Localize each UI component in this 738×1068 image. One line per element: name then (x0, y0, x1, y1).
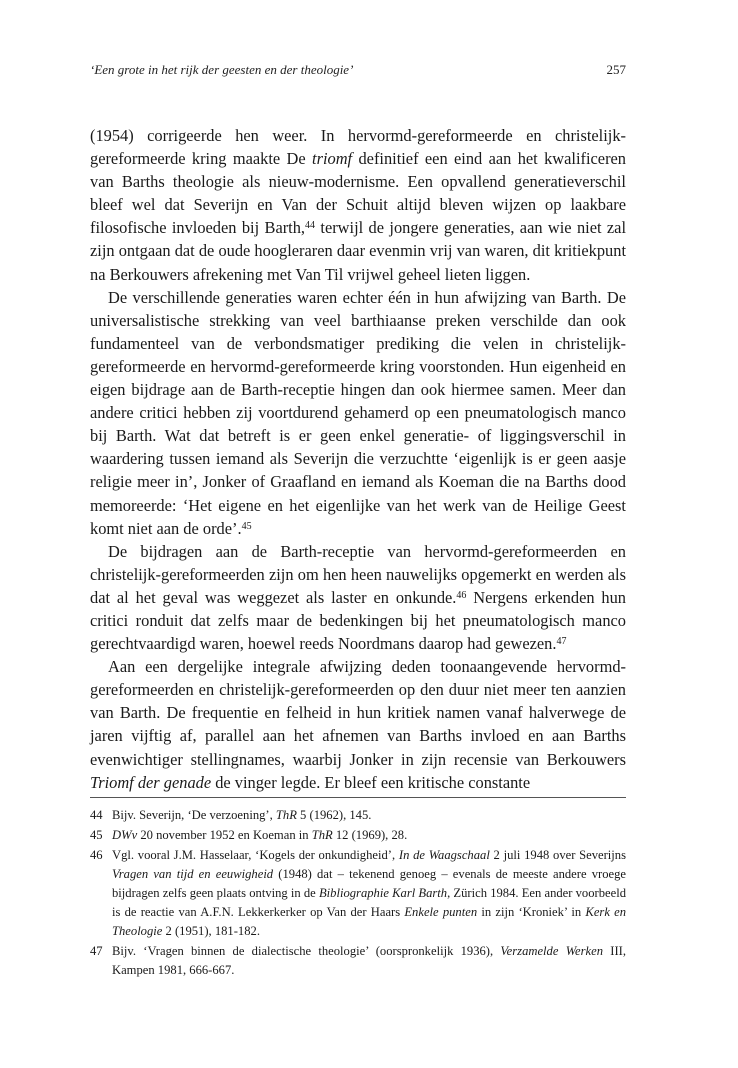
italic-text: Kerk en Theologie (112, 905, 627, 938)
paragraph (90, 286, 626, 540)
italic-text: Vragen van tijd en eeuwigheid (112, 867, 274, 881)
footnote-number: 45 (90, 828, 103, 842)
footnote-number: 44 (90, 808, 103, 822)
text-run: Vgl. vooral J.M. Hasselaar, ‘Kogels der onkundigheid’, (112, 848, 399, 862)
footnote-ref: 47 (556, 636, 567, 648)
footnote (90, 942, 626, 980)
italic-text: Verzamelde Werken (500, 944, 603, 958)
running-header (90, 62, 626, 78)
text-run: De bijdragen aan de Barth-receptie van hervormd-gereformeerden en christelijk-gereformeerden zijn om hen heen nauwelijks opgemerkt en werden als dat al het geval was weggezet als laster en onkunde. (90, 541, 626, 607)
text-run: De verschillende generaties waren echter één in hun afwijzing van Barth. De universalistische strekking van veel barthiaanse preken verschilde dan ook fundamenteel van de verbondsmatiger prediking die velen in christelijk-gereformeerde en hervormd-gereformeerde kring voorstonden. Hun eigenheid en eigen bijdrage aan de Barth-receptie hingen dan ook hiermee samen. Meer dan andere critici hebben zij voortdurend gehamerd op een pneumatologisch manco bij Barth. Wat dat betreft is er geen enkel generatie- of liggingsverschil in waardering tussen iemand als Severijn die verzuchtte ‘eigenlijk is er geen aasje religie meer in’, Jonker of Graafland en iemand als Koeman die na Barths dood memoreerde: ‘Het eigene en het eigenlijke van het werk van de Heilige Geest komt niet aan de orde’. (90, 287, 626, 538)
footnotes (90, 806, 626, 981)
footnote (90, 846, 626, 941)
text-run: Aan een dergelijke integrale afwijzing deden toonaangevende hervormd-gereformeerden en christelijk-gereformeerden op den duur niet meer ten aanzien van Barth. De frequentie en felheid in hun kritiek namen vanaf halverwege de jaren vijftig af, parallel aan het afnemen van Barths invloed en aan Barths evenwichtiger stellingnames, waarbij Jonker in zijn recensie van Berkouwers (90, 657, 626, 769)
paragraph (90, 124, 626, 286)
footnote-number: 46 (90, 848, 103, 862)
italic-text: Triomf der genade (90, 772, 212, 792)
footnote (90, 806, 626, 825)
text-run: III, Kampen 1981, 666-667. (112, 944, 626, 977)
text-run: (1954) corrigeerde hen weer. In hervormd-gereformeerde en christelijk-gereformeerde kring maakte De (90, 126, 626, 169)
text-run: Bijv. ‘Vragen binnen de dialectische theologie’ (oorspronkelijk 1936), (112, 944, 501, 958)
page-number: 257 (606, 62, 626, 77)
text-run: 12 (1969), 28. (332, 828, 408, 842)
paragraph (90, 655, 626, 794)
italic-text: triomf (312, 149, 353, 169)
italic-text: In de Waagschaal (398, 848, 490, 862)
italic-text: ThR (311, 828, 333, 842)
italic-text: Bibliographie Karl Barth (318, 886, 448, 900)
text-run: 2 (1951), 181-182. (162, 924, 260, 938)
footnote-ref: 46 (456, 589, 467, 601)
main-text (90, 124, 626, 794)
paragraph (90, 540, 626, 655)
running-title: ‘Een grote in het rijk der geesten en der theologie’ (90, 62, 354, 77)
text-run: Bijv. Severijn, ‘De verzoening’, (112, 808, 276, 822)
text-run: 2 juli 1948 over Severijns (489, 848, 627, 862)
text-run: in zijn ‘Kroniek’ in (477, 905, 586, 919)
footnote-number: 47 (90, 944, 103, 958)
text-run: (1948) dat – tekenend genoeg – evenals de meeste andere vroege bijdragen zelfs geen plaats ontving in de (112, 867, 626, 900)
footnote (90, 826, 626, 845)
footnote-divider (90, 797, 626, 798)
text-run: 5 (1962), 145. (296, 808, 372, 822)
footnote-ref: 44 (305, 220, 316, 232)
italic-text: Enkele punten (404, 905, 478, 919)
footnote-ref: 45 (241, 520, 252, 532)
italic-text: DWv (112, 828, 138, 842)
text-run: 20 november 1952 en Koeman in (137, 828, 312, 842)
text-run: , Zürich 1984. Een ander voorbeeld is de reactie van A.F.N. Lekkerkerker op Van der Haars (112, 886, 626, 919)
italic-text: ThR (275, 808, 297, 822)
text-run: definitief een eind aan het kwalificeren van Barths theologie als nieuw-modernisme. Een opvallend generatieverschil bleef wel dat Severijn en Van der Schuit altijd bleven wijzen op laakbare filosofische invloeden bij Barth, (90, 149, 626, 238)
text-run: terwijl de jongere generaties, aan wie niet zal zijn ontgaan dat de oude hoogleraren daar evenmin vrij van waren, dit kritiekpunt na Berkouwers afrekening met Van Til vrijwel geheel lieten liggen. (90, 218, 627, 284)
text-run: de vinger legde. Er bleef een kritische constante (211, 772, 531, 792)
text-run: Nergens erkenden hun critici ronduit dat zelfs maar de bedenkingen bij het pneumatologisch manco gerechtvaardigd waren, hoewel reeds Noordmans daarop had gewezen. (90, 587, 626, 654)
